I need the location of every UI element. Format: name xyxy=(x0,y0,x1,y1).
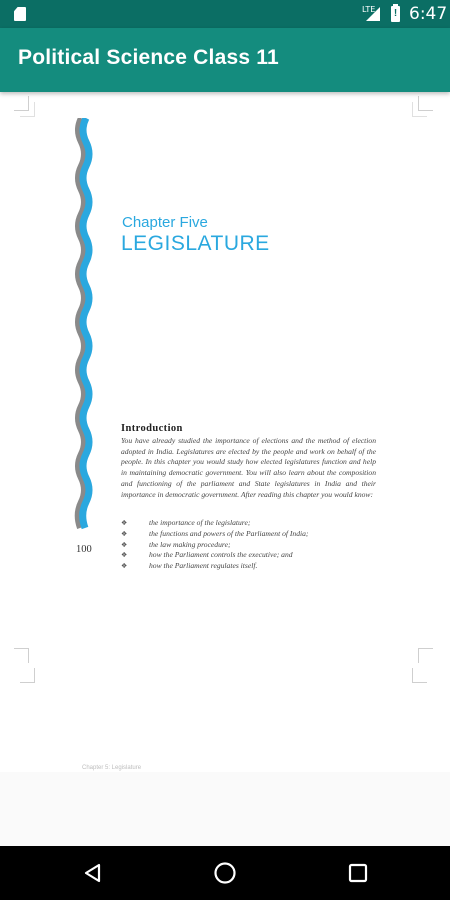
home-icon xyxy=(213,861,237,885)
bullet-icon: ❖ xyxy=(121,540,128,549)
intro-paragraph: You have already studied the importance of elections and the method of election adopted in India. Legislatures are elected by the people and work on behalf of the people. In this chapter you would study how elected legislatures function and help in maintaining democratic government. You will also learn about the composition and functioning of the parliament and State legislatures in India and their importance in democratic government. After reading this chapter you would know: xyxy=(121,436,376,499)
list-item-text: the importance of the legislature; xyxy=(149,518,251,527)
app-bar xyxy=(0,28,450,92)
chapter-title: LEGISLATURE xyxy=(121,232,270,255)
crop-mark-icon xyxy=(418,648,433,663)
clock: 6:47 xyxy=(409,4,448,24)
list-item-text: the functions and powers of the Parliament of India; xyxy=(149,528,309,538)
bullet-icon: ❖ xyxy=(121,529,128,538)
pdf-page-viewer[interactable] xyxy=(0,92,450,772)
list-item-text: how the Parliament regulates itself. xyxy=(149,561,258,571)
list-item xyxy=(121,529,381,540)
signal-icon xyxy=(366,7,380,21)
battery-alert-icon xyxy=(391,6,400,22)
bullet-icon: ❖ xyxy=(121,519,128,527)
app-title: Political Science Class 11 xyxy=(18,46,279,69)
page-footer: Chapter 5: Legislature xyxy=(82,765,142,771)
network-type-label: LTE xyxy=(362,5,376,14)
status-bar xyxy=(0,0,450,28)
home-button[interactable] xyxy=(195,846,255,900)
recents-icon xyxy=(347,862,369,884)
crop-mark-icon xyxy=(20,668,35,683)
decorative-wave-border xyxy=(74,118,96,530)
list-item xyxy=(121,550,381,561)
crop-mark-icon xyxy=(20,102,35,117)
crop-mark-icon xyxy=(412,668,427,683)
list-item xyxy=(121,561,381,572)
chapter-label: Chapter Five xyxy=(122,214,208,231)
navigation-bar xyxy=(0,846,450,900)
intro-heading: Introduction xyxy=(121,423,183,434)
sd-card-icon xyxy=(14,7,26,21)
back-icon xyxy=(82,862,104,884)
bullet-icon: ❖ xyxy=(121,562,128,571)
crop-mark-icon xyxy=(412,102,427,117)
crop-mark-icon xyxy=(14,648,29,663)
recents-button[interactable] xyxy=(328,846,388,900)
list-item-text: how the Parliament controls the executive; and xyxy=(149,550,293,560)
battery-alert-glyph: ! xyxy=(393,8,398,19)
list-item xyxy=(121,540,381,551)
back-button[interactable] xyxy=(63,846,123,900)
list-item-text: the law making procedure; xyxy=(149,539,231,549)
page-number: 100 xyxy=(76,544,92,555)
list-item xyxy=(121,518,381,529)
bullet-icon: ❖ xyxy=(121,551,128,560)
learning-objectives-list xyxy=(121,518,381,572)
